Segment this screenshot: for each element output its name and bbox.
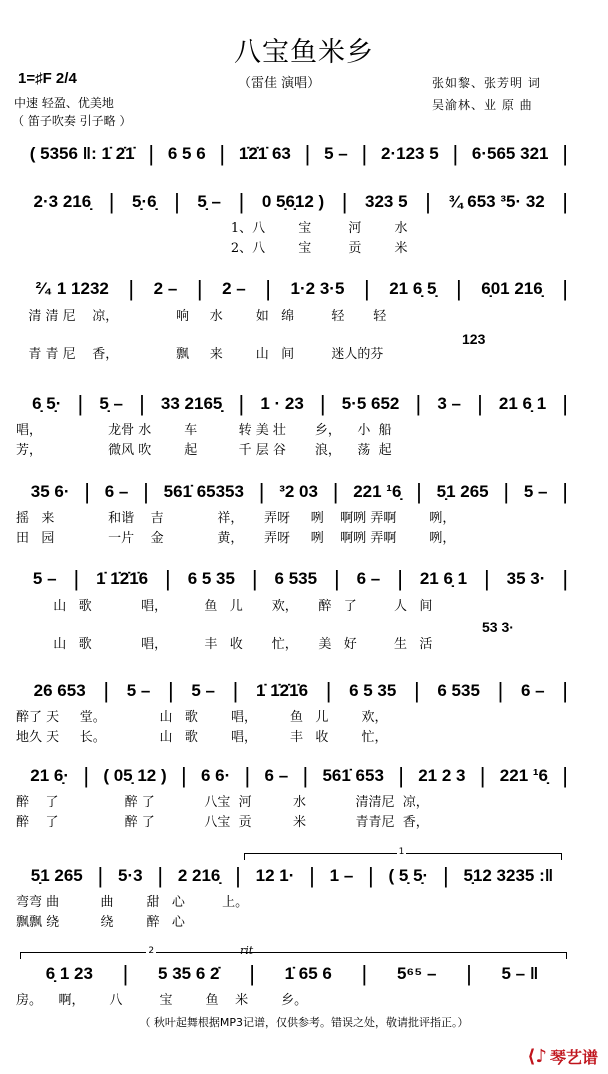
score-system [16, 680, 568, 702]
barline: | [244, 763, 251, 788]
barline: | [442, 863, 449, 888]
lyric-line-verse-2: 青 青 尼 香， 飘 来 山 间 迷人的芬 [16, 347, 384, 362]
measure: 26 653 [33, 681, 86, 700]
barline: | [103, 678, 110, 703]
measure: 2·123 5 [381, 144, 439, 163]
measure: 5̣12 3235 :‖ [463, 866, 554, 885]
ritardando-marking: rit [240, 944, 254, 957]
measure: 3 – [437, 394, 461, 413]
measure: 6̣ 5̣· [32, 394, 62, 413]
measure: 1 – [329, 866, 354, 885]
measure: 1 · 23 [260, 394, 304, 413]
measure: 561̇ 653 [322, 766, 384, 785]
measure: 21 6̣ 1 [498, 394, 547, 413]
lyric-line-verse-1: 弯弯 曲 曲 甜 心 上。 [16, 895, 249, 910]
lyric-line-verse-1: 摇 来 和谐 吉 祥， 弄呀 咧 啊咧 弄啊 咧， [16, 511, 456, 526]
measure: 2 – [153, 279, 178, 298]
score-system [16, 278, 568, 300]
measure: 1̇ 65 6 [284, 964, 332, 983]
barline: | [562, 189, 569, 214]
logo-text: 琴艺谱 [549, 1048, 598, 1067]
barline: | [562, 141, 568, 166]
volta-2-label: 2 [148, 946, 155, 956]
barline: | [165, 566, 171, 591]
barline: | [413, 678, 420, 703]
measure: ( 5356 ‖: 1̇ 2̇1̇ [29, 144, 135, 163]
measure: 6 – [104, 482, 129, 501]
score-system [16, 568, 568, 590]
barline: | [148, 141, 155, 166]
measure: ( 5̣ 5̣· [388, 866, 429, 885]
barline: | [562, 678, 568, 703]
barline: | [235, 863, 241, 888]
barline: | [309, 863, 315, 888]
lyric-line-verse-2: 芳， 微风 吹 起 千 层 谷 浪， 荡 起 [16, 443, 392, 458]
measure: 21 6̣ 1 [419, 569, 468, 588]
lyric-line-verse-2: 2、八 宝 贡 米 [16, 241, 408, 256]
measure: 5̣ – [197, 192, 222, 211]
measure: 5 – [324, 144, 348, 163]
measure: 1̇2̇1̇ 63 [238, 144, 291, 163]
measure: 35 6· [30, 482, 70, 501]
measure: 5̣ – [99, 394, 123, 413]
measure: 561̇ 65353 [163, 482, 244, 501]
barline: | [363, 276, 370, 301]
lyric-line-verse-2: 飘飘 绕 绕 醉 心 [16, 915, 185, 930]
barline: | [249, 961, 255, 986]
measure: 2·3 216̣ [33, 192, 92, 211]
singer: （雷佳 演唱） [238, 76, 321, 91]
lyric-line-verse-1: 醉 了 醉 了 八宝 河 水 清清尼 凉， [16, 795, 429, 810]
score-system [16, 865, 568, 887]
barline: | [562, 479, 568, 504]
site-logo [527, 1045, 598, 1068]
barline: | [497, 678, 504, 703]
lyric-line-verse-1: 唱， 龙骨 水 车 转 美 壮 乡， 小 船 [16, 423, 392, 438]
lyric-line-verse-1: 醉了 天 堂。 山 歌 唱， 鱼 儿 欢， [16, 710, 388, 725]
measure: 21 6̣ 5̣ [389, 279, 437, 298]
measure: 5̣·6̣ [132, 192, 157, 211]
intro-note: （ 笛子吹奏 引子略 ） [12, 114, 132, 128]
measure: 1·2 3·5 [290, 279, 345, 298]
barline: | [77, 391, 84, 416]
measure: 5 35 6 2̇ [158, 964, 220, 983]
score-system [16, 963, 568, 985]
lyric-line-verse-2: 地久 天 长。 山 歌 唱， 丰 收 忙， [16, 730, 388, 745]
alt-notes-533: 53 3· [482, 619, 514, 635]
barline: | [416, 479, 422, 504]
barline: | [265, 276, 271, 301]
barline: | [333, 566, 340, 591]
lyric-line-verse-1: 1、八 宝 河 水 [16, 221, 408, 236]
barline: | [425, 189, 431, 214]
barline: | [302, 763, 309, 788]
measure: 5 – [126, 681, 151, 700]
barline: | [562, 566, 569, 591]
barline: | [452, 141, 459, 166]
measure: 1̇ 1̇2̇1̇6 [256, 681, 309, 700]
barline: | [304, 141, 311, 166]
measure: 5·5 652 [341, 394, 400, 413]
barline: | [139, 391, 145, 416]
barline: | [484, 566, 490, 591]
measure: 35 3· [506, 569, 546, 588]
barline: | [415, 391, 422, 416]
barline: | [319, 391, 326, 416]
measure: 6 – [356, 569, 381, 588]
lyric-line-verse-2: 山 歌 唱， 丰 收 忙， 美 好 生 活 [16, 637, 433, 652]
barline: | [143, 479, 149, 504]
measure: ²⁄₄ 1 1232 [35, 279, 109, 298]
measure: 6 – [264, 766, 289, 785]
alt-notes-123: 123 [462, 331, 486, 347]
measure: 21 2 3 [418, 766, 466, 785]
measure: 6 – [520, 681, 545, 700]
lyric-line-verse-2: 田 园 一片 金 黄， 弄呀 咧 啊咧 弄啊 咧， [16, 531, 456, 546]
barline: | [466, 961, 472, 986]
measure: 5⁶⁵ – [396, 964, 437, 983]
barline: | [361, 961, 368, 986]
barline: | [456, 276, 462, 301]
measure: 323 5 [365, 192, 408, 211]
measure: 5̣1 265 [436, 482, 489, 501]
barline: | [562, 276, 568, 301]
barline: | [332, 479, 339, 504]
lyric-line-verse-1: 山 歌 唱， 鱼 儿 欢， 醉 了 人 间 [16, 599, 433, 614]
volta-1-label: 1 [398, 847, 405, 857]
barline: | [361, 141, 368, 166]
barline: | [128, 276, 135, 301]
barline: | [479, 763, 486, 788]
song-title: 八宝鱼米乡 [234, 37, 374, 68]
barline: | [97, 863, 104, 888]
measure: 5·3 [118, 866, 143, 885]
barline: | [157, 863, 164, 888]
measure: 221 ¹6̣ [353, 482, 402, 501]
measure: 5 – [523, 482, 548, 501]
barline: | [562, 763, 568, 788]
barline: | [562, 391, 569, 416]
barline: | [174, 189, 180, 214]
measure: 2 – [222, 279, 246, 298]
measure: 6̣01 216̣ [481, 279, 543, 298]
barline: | [232, 678, 239, 703]
measure: 6 5 35 [349, 681, 397, 700]
logo-icon: ⟨♪ [527, 1046, 547, 1067]
lyric-line-verse-1: 清 清 尼 凉， 响 水 如 绵 轻 轻 [16, 309, 387, 324]
barline: | [368, 863, 374, 888]
measure: 21 6̣· [30, 766, 70, 785]
key-signature: 1=♯F 2/4 [18, 70, 77, 87]
measure: ( 05̣ 12 ) [103, 766, 167, 785]
lyric-line-verse-1: 房。 啊， 八 宝 鱼 米 乡。 [16, 993, 308, 1008]
tempo-marking: 中速 轻盈、优美地 [14, 96, 114, 110]
measure: 6̣ 1 23 [45, 964, 93, 983]
measure: 5 – [191, 681, 215, 700]
measure: 6 6· [200, 766, 231, 785]
measure: 5 – ‖ [501, 964, 539, 983]
lyricist: 张如黎、张芳明 词 [432, 76, 541, 90]
volta-1 [244, 847, 562, 860]
measure: 5 – [32, 569, 57, 588]
barline: | [251, 566, 258, 591]
measure: 5̣1 265 [30, 866, 83, 885]
barline: | [219, 141, 226, 166]
barline: | [238, 391, 245, 416]
barline: | [238, 189, 245, 214]
score-system [16, 481, 568, 503]
measure: 6 5 35 [187, 569, 235, 588]
measure: ¾ 653 ³5· 32 [448, 192, 545, 211]
measure: 12 1· [255, 866, 295, 885]
measure: 2 216̣ [177, 866, 221, 885]
measure: 6 5 6 [167, 144, 206, 163]
barline: | [397, 566, 403, 591]
measure: ³2 03 [279, 482, 318, 501]
score-system [16, 393, 568, 415]
barline: | [398, 763, 404, 788]
measure: 33 2165̣̣ [160, 394, 223, 413]
score-system [16, 191, 568, 213]
barline: | [180, 763, 187, 788]
barline: | [341, 189, 348, 214]
composer: 吴渝林、业 原 曲 [432, 98, 533, 112]
score-system [16, 143, 568, 165]
barline: | [325, 678, 332, 703]
measure: 1̇ 1̇2̇1̇6 [96, 569, 149, 588]
barline: | [167, 678, 174, 703]
barline: | [73, 566, 80, 591]
barline: | [108, 189, 115, 214]
barline: | [83, 763, 90, 788]
barline: | [258, 479, 265, 504]
measure: 221 ¹6̣ [499, 766, 548, 785]
barline: | [196, 276, 203, 301]
footnote: （ 秋叶起舞根据MP3记谱，仅供参考。错误之处，敬请批评指正。） [139, 1016, 469, 1029]
score-system [16, 765, 568, 787]
barline: | [503, 479, 510, 504]
barline: | [122, 961, 129, 986]
barline: | [477, 391, 483, 416]
measure: 6·565 321 [471, 144, 549, 163]
measure: 0 5̣6̣12 ) [261, 192, 325, 211]
lyric-line-verse-2: 醉 了 醉 了 八宝 贡 米 青青尼 香， [16, 815, 429, 830]
measure: 6 535 [274, 569, 318, 588]
barline: | [84, 479, 90, 504]
measure: 6 535 [437, 681, 480, 700]
